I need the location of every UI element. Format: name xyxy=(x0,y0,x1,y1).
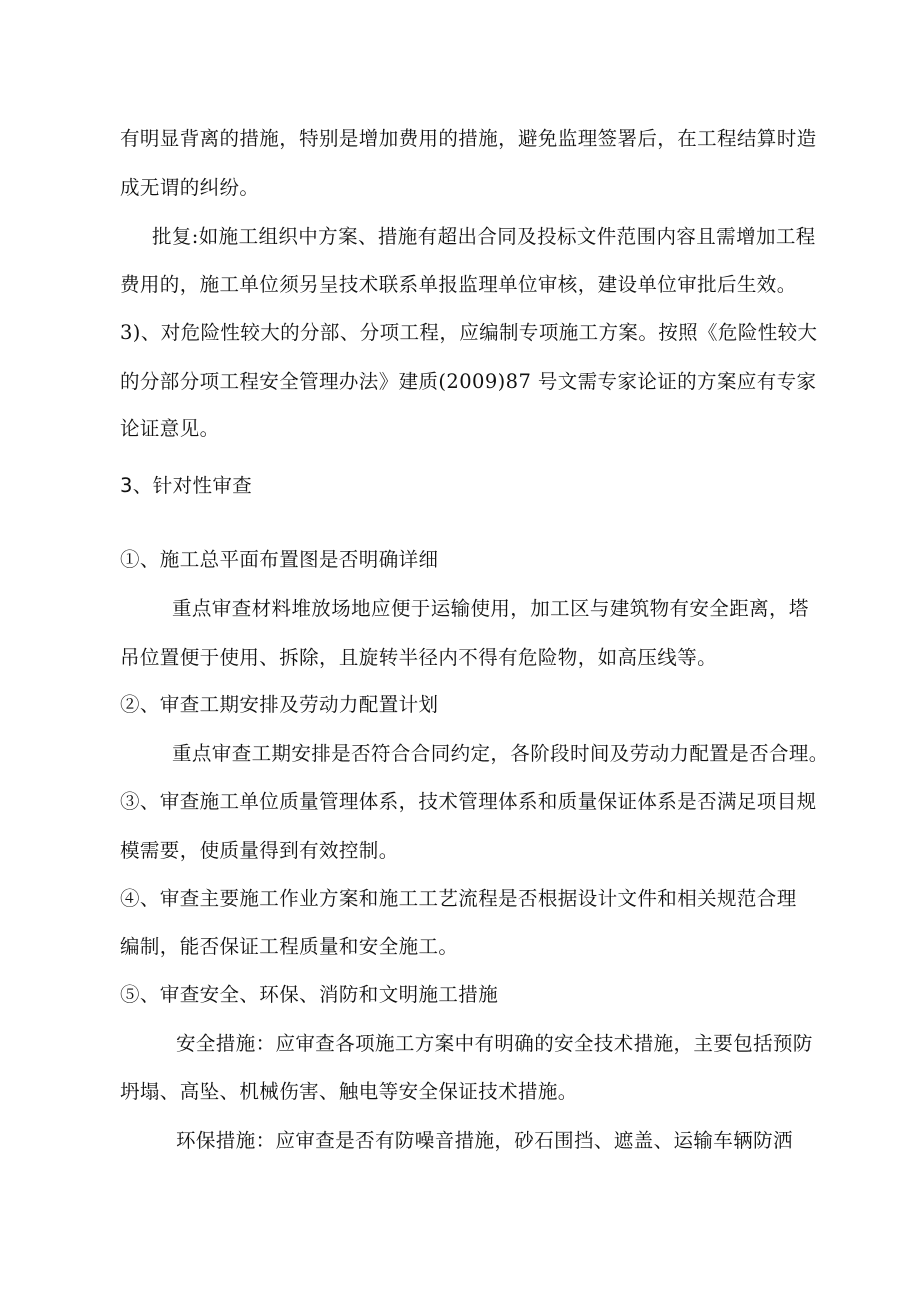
text-line: 重点审查工期安排是否符合合同约定，各阶段时间及劳动力配置是否合理。 xyxy=(172,742,829,765)
text-line: 吊位置便于使用、拆除，且旋转半径内不得有危险物，如高压线等。 xyxy=(120,646,718,669)
text-line: 批复:如施工组织中方案、措施有超出合同及投标文件范围内容且需增加工程 xyxy=(152,225,816,248)
text-line: 成无谓的纠纷。 xyxy=(120,176,260,199)
text-line: 费用的，施工单位须另呈技术联系单报监理单位审核，建设单位审批后生效。 xyxy=(120,273,797,296)
text-line: 重点审查材料堆放场地应便于运输使用，加工区与建筑物有安全距离，塔 xyxy=(172,597,809,620)
subsection-heading: ⑤、审查安全、环保、消防和文明施工措施 xyxy=(120,983,499,1006)
text-line: 3)、对危险性较大的分部、分项工程，应编制专项施工方案。按照《危险性较大 xyxy=(120,321,818,344)
subsection-heading: ①、施工总平面布置图是否明确详细 xyxy=(120,548,439,571)
subsection-heading: ②、审查工期安排及劳动力配置计划 xyxy=(120,693,439,716)
section-heading: 3、针对性审查 xyxy=(120,474,253,497)
text-line: 论证意见。 xyxy=(120,417,220,440)
subsection-heading: ④、审查主要施工作业方案和施工工艺流程是否根据设计文件和相关规范合理 xyxy=(120,887,797,910)
subsection-heading: ③、审查施工单位质量管理体系，技术管理体系和质量保证体系是否满足项目规 xyxy=(120,790,817,813)
text-line: 编制，能否保证工程质量和安全施工。 xyxy=(120,935,459,958)
text-line: 模需要，使质量得到有效控制。 xyxy=(120,839,399,862)
text-line: 有明显背离的措施，特别是增加费用的措施，避免监理签署后，在工程结算时造 xyxy=(120,127,817,150)
text-line: 坍塌、高坠、机械伤害、触电等安全保证技术措施。 xyxy=(120,1080,578,1103)
text-line: 的分部分项工程安全管理办法》建质(2009)87 号文需专家论证的方案应有专家 xyxy=(120,370,817,393)
text-line: 环保措施：应审查是否有防噪音措施，砂石围挡、遮盖、运输车辆防洒 xyxy=(176,1129,793,1152)
text-line: 安全措施：应审查各项施工方案中有明确的安全技术措施，主要包括预防 xyxy=(176,1032,813,1055)
